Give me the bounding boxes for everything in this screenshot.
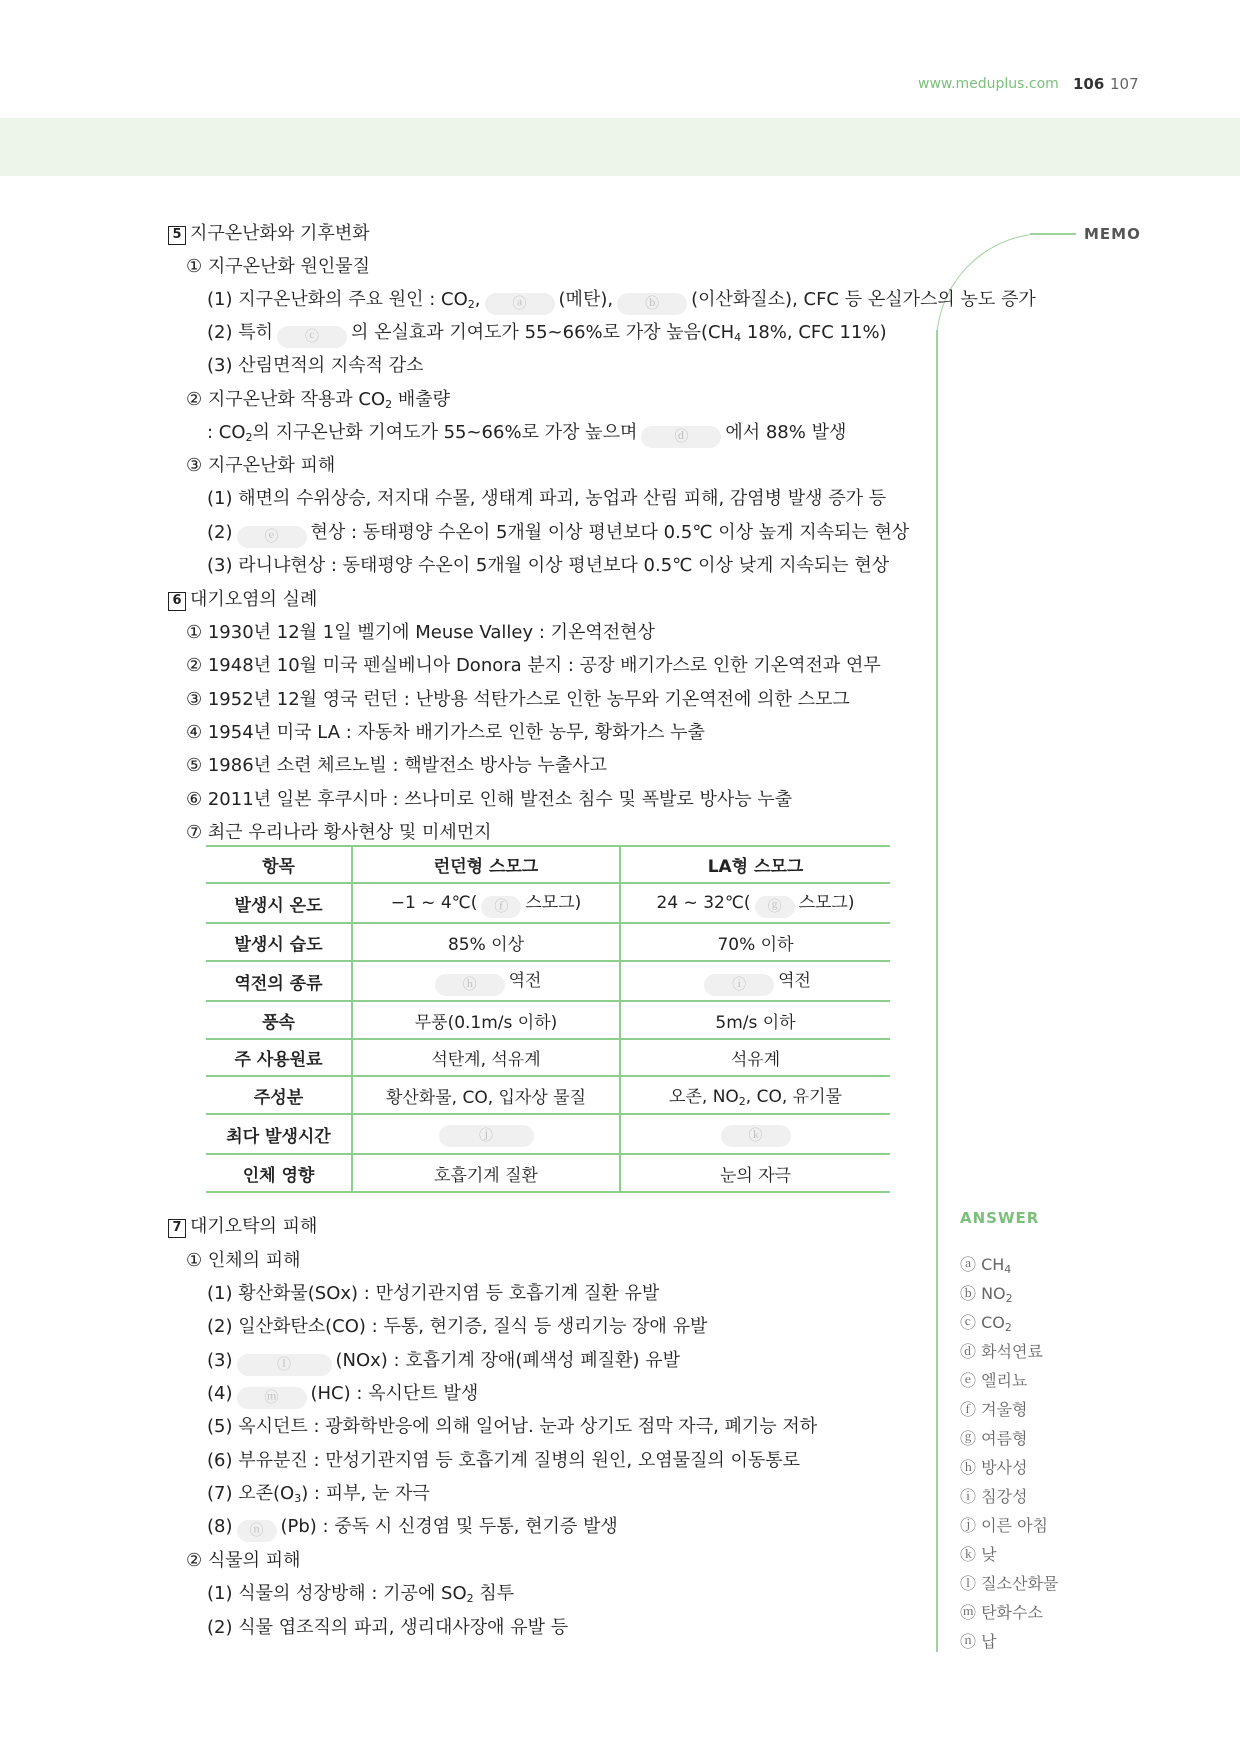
- answer-item: ⓚ 낮: [960, 1545, 997, 1564]
- table-row: [206, 1114, 890, 1154]
- answer-item: ⓑ $NO_2$: [960, 1284, 1013, 1305]
- section-7-heading: [168, 1216, 317, 1238]
- answer-blank: ⓗ: [435, 974, 505, 996]
- list-item: (3) 산림면적의 지속적 감소: [207, 355, 424, 376]
- list-item: ④ 1954년 미국 LA : 자동차 배기가스로 인한 농무, 황화가스 누출: [186, 722, 705, 743]
- section-title: 지구온난화와 기후변화: [190, 223, 370, 244]
- answer-blank: ⓜ: [237, 1387, 307, 1409]
- table-cell: 석탄계, 석유계: [352, 1039, 620, 1076]
- answer-blank: ⓛ: [237, 1354, 332, 1376]
- table-row: [206, 923, 890, 961]
- answer-item: ⓕ 겨울형: [960, 1400, 1028, 1419]
- row-label: 주성분: [206, 1076, 352, 1114]
- row-label: 풍속: [206, 1001, 352, 1039]
- table-cell: 24 ~ 32℃( ⓖ 스모그): [620, 883, 890, 923]
- list-item: (4) ⓜ (HC) : 옥시단트 발생: [207, 1383, 478, 1409]
- list-item: ② 1948년 10월 미국 펜실베니아 Donora 분지 : 공장 배기가스로 인한 기온역전과 연무: [186, 655, 881, 676]
- row-label: 발생시 습도: [206, 923, 352, 961]
- header-band: [0, 118, 1240, 176]
- table-cell: 석유계: [620, 1039, 890, 1076]
- list-item: (2) 일산화탄소(CO) : 두통, 현기증, 질식 등 생리기능 장애 유발: [207, 1316, 708, 1337]
- table-cell: 눈의 자극: [620, 1154, 890, 1192]
- answer-blank: ⓐ: [485, 293, 555, 315]
- table-header: 항목: [206, 846, 352, 883]
- answer-blank: ⓕ: [481, 896, 521, 918]
- table-row: [206, 961, 890, 1001]
- answer-item: ⓒ $CO_2$: [960, 1313, 1012, 1334]
- list-item: ⑦ 최근 우리나라 황사현상 및 미세먼지: [186, 822, 492, 843]
- section-title: 대기오탁의 피해: [190, 1216, 318, 1237]
- answer-item: ⓝ 납: [960, 1632, 997, 1651]
- page-number-left: 106: [1073, 75, 1105, 93]
- table-cell: 70% 이하: [620, 923, 890, 961]
- answer-blank: ⓖ: [755, 896, 795, 918]
- table-header-row: [206, 846, 890, 883]
- memo-rule: [1030, 233, 1076, 235]
- memo-label: MEMO: [1084, 225, 1141, 243]
- answer-blank: ⓝ: [237, 1520, 277, 1542]
- answer-blank: ⓔ: [237, 526, 307, 548]
- table-cell: 무풍(0.1m/s 이하): [352, 1001, 620, 1039]
- list-item: (1) 식물의 성장방해 : 기공에 $SO_2$ 침투: [207, 1583, 515, 1605]
- section-number: 7: [168, 1219, 186, 1238]
- table-row: [206, 1076, 890, 1114]
- answer-item: ⓐ $CH_4$: [960, 1255, 1012, 1276]
- table-cell: 85% 이상: [352, 923, 620, 961]
- answer-heading: ANSWER: [960, 1209, 1040, 1227]
- table-header: 런던형 스모그: [352, 846, 620, 883]
- list-item: (3) ⓛ (NOx) : 호흡기계 장애(폐색성 폐질환) 유발: [207, 1350, 680, 1376]
- table-row: [206, 1039, 890, 1076]
- list-item: (2) 식물 엽조직의 파괴, 생리대사장애 유발 등: [207, 1617, 569, 1638]
- list-item: ① 1930년 12월 1일 벨기에 Meuse Valley : 기온역전현상: [186, 622, 655, 643]
- list-item: (2) 특히 ⓒ 의 온실효과 기여도가 55~66%로 가장 높음($CH_4$ 18%, CFC 11%): [207, 322, 887, 349]
- answer-item: ⓛ 질소산화물: [960, 1574, 1059, 1593]
- list-item: (1) 황산화물(SOx) : 만성기관지염 등 호흡기계 질환 유발: [207, 1283, 660, 1304]
- answer-item: ⓜ 탄화수소: [960, 1603, 1043, 1622]
- row-label: 발생시 온도: [206, 883, 352, 923]
- section-number: 5: [168, 226, 186, 245]
- list-item: ⑤ 1986년 소련 체르노빌 : 핵발전소 방사능 누출사고: [186, 755, 608, 776]
- answer-item: ⓙ 이른 아침: [960, 1516, 1048, 1535]
- list-item: (7) 오존$(O_3)$ : 피부, 눈 자극: [207, 1483, 430, 1505]
- list-item: (1) 지구온난화의 주요 원인 : $CO_2$, ⓐ (메탄), ⓑ (이산화질소), CFC 등 온실가스의 농도 증가: [207, 289, 1036, 316]
- sub-heading: ① 인체의 피해: [186, 1250, 301, 1271]
- list-item: ③ 1952년 12월 영국 런던 : 난방용 석탄가스로 인한 농무와 기온역전에 의한 스모그: [186, 689, 850, 710]
- smog-comparison-table: [206, 845, 890, 1193]
- table-row: [206, 1001, 890, 1039]
- list-item: (5) 옥시던트 : 광화학반응에 의해 일어남. 눈과 상기도 점막 자극, 폐기능 저하: [207, 1416, 818, 1437]
- answer-item: ⓔ 엘리뇨: [960, 1371, 1028, 1390]
- table-cell: 오존, $NO_2$, CO, 유기물: [620, 1076, 890, 1114]
- answer-item: ⓘ 침강성: [960, 1487, 1028, 1506]
- answer-blank: ⓒ: [277, 326, 347, 348]
- list-item: : $CO_2$의 지구온난화 기여도가 55~66%로 가장 높으며 ⓓ 에서 88% 발생: [207, 422, 846, 449]
- table-cell: ⓘ 역전: [620, 961, 890, 1001]
- section-title: 대기오염의 실례: [190, 589, 318, 610]
- section-6-heading: [168, 589, 317, 611]
- table-row: [206, 883, 890, 923]
- table-cell: 호흡기계 질환: [352, 1154, 620, 1192]
- table-cell: [620, 1114, 890, 1154]
- answer-item: ⓗ 방사성: [960, 1458, 1028, 1477]
- page-number-right: 107: [1110, 75, 1139, 93]
- answer-blank: ⓓ: [641, 426, 721, 448]
- list-item: (3) 라니냐현상 : 동태평양 수온이 5개월 이상 평년보다 0.5℃ 이상 낮게 지속되는 현상: [207, 555, 890, 576]
- list-item: (8) ⓝ (Pb) : 중독 시 신경염 및 두통, 현기증 발생: [207, 1516, 618, 1542]
- list-item: (6) 부유분진 : 만성기관지염 등 호흡기계 질병의 원인, 오염물질의 이동통로: [207, 1450, 801, 1471]
- answer-blank: ⓑ: [617, 293, 687, 315]
- table-row: [206, 1154, 890, 1192]
- list-item: ⑥ 2011년 일본 후쿠시마 : 쓰나미로 인해 발전소 침수 및 폭발로 방사능 누출: [186, 789, 793, 810]
- table-header: LA형 스모그: [620, 846, 890, 883]
- row-label: 최다 발생시간: [206, 1114, 352, 1154]
- table-cell: [352, 1114, 620, 1154]
- row-label: 주 사용원료: [206, 1039, 352, 1076]
- section-5-heading: [168, 223, 370, 245]
- row-label: 역전의 종류: [206, 961, 352, 1001]
- sub-heading: ② 지구온난화 작용과 $CO_2$ 배출량: [186, 389, 451, 411]
- section-number: 6: [168, 592, 186, 611]
- list-item: (2) ⓔ 현상 : 동태평양 수온이 5개월 이상 평년보다 0.5℃ 이상 높게 지속되는 현상: [207, 522, 909, 548]
- memo-divider-line: [936, 330, 938, 1652]
- answer-item: ⓓ 화석연료: [960, 1342, 1043, 1361]
- answer-item: ⓖ 여름형: [960, 1429, 1028, 1448]
- table-cell: 황산화물, CO, 입자상 물질: [352, 1076, 620, 1114]
- table-cell: 5m/s 이하: [620, 1001, 890, 1039]
- table-cell: ⓗ 역전: [352, 961, 620, 1001]
- list-item: (1) 해면의 수위상승, 저지대 수몰, 생태계 파괴, 농업과 산림 피해, 감염병 발생 증가 등: [207, 488, 887, 509]
- table-cell: −1 ~ 4℃( ⓕ 스모그): [352, 883, 620, 923]
- sub-heading: ② 식물의 피해: [186, 1550, 301, 1571]
- answer-blank: ⓙ: [439, 1125, 534, 1147]
- sub-heading: ③ 지구온난화 피해: [186, 455, 336, 476]
- sub-heading: ① 지구온난화 원인물질: [186, 256, 371, 277]
- row-label: 인체 영향: [206, 1154, 352, 1192]
- site-url[interactable]: www.meduplus.com: [918, 76, 1059, 92]
- answer-blank: ⓚ: [721, 1125, 791, 1147]
- answer-blank: ⓘ: [704, 974, 774, 996]
